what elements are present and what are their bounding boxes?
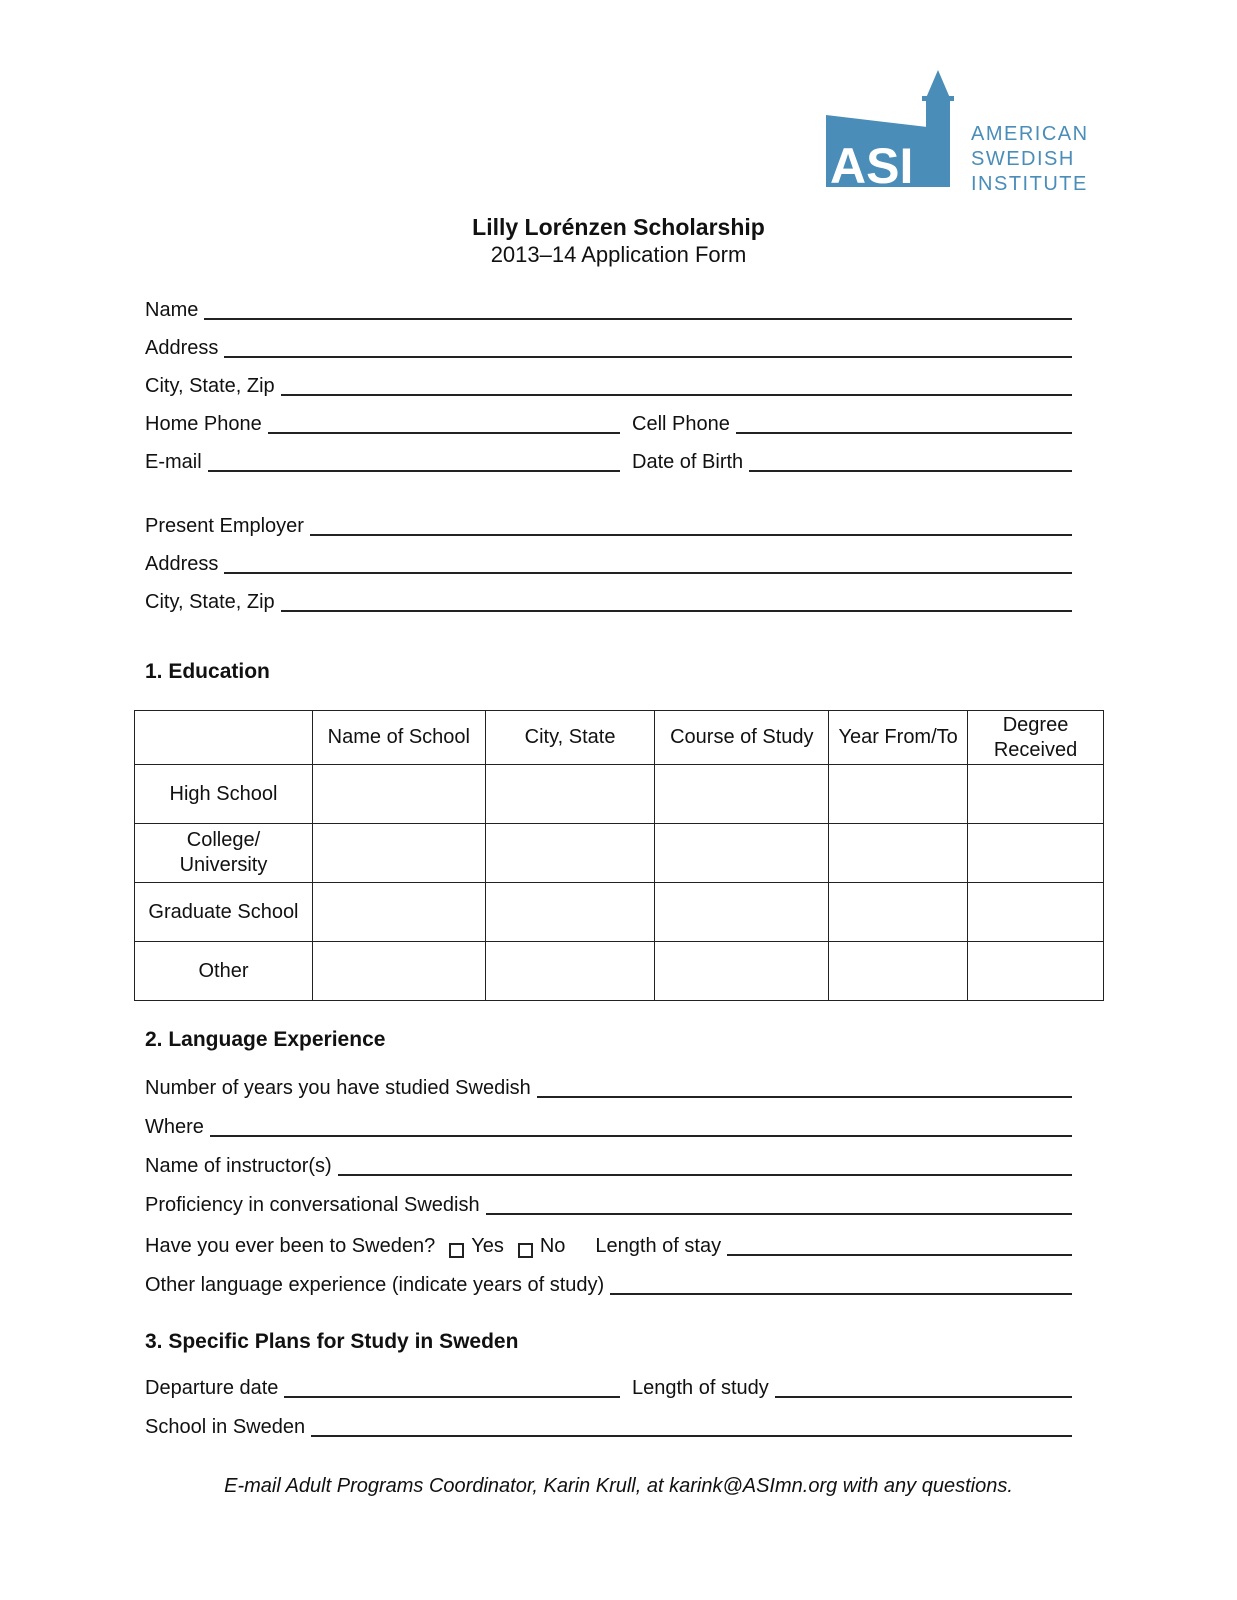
table-cell[interactable]	[312, 883, 485, 942]
education-col-course: Course of Study	[655, 711, 829, 765]
table-row	[135, 883, 1104, 942]
home-phone-label: Home Phone	[145, 413, 262, 435]
address-line[interactable]	[224, 336, 1072, 358]
education-col-school: Name of School	[312, 711, 485, 765]
table-cell[interactable]	[968, 824, 1104, 883]
logo-line-1: AMERICAN	[971, 123, 1089, 145]
education-col-degree: Degree Received	[968, 711, 1104, 765]
table-row	[135, 942, 1104, 1001]
length-of-study-label: Length of study	[632, 1377, 769, 1399]
yes-checkbox[interactable]	[449, 1243, 464, 1258]
employer-line[interactable]	[310, 514, 1072, 536]
no-label: No	[539, 1235, 566, 1257]
table-cell[interactable]	[655, 765, 829, 824]
employer-address-label: Address	[145, 553, 219, 575]
length-of-study-line[interactable]	[775, 1376, 1072, 1398]
length-of-stay-label: Length of stay	[595, 1235, 722, 1257]
where-field[interactable]	[145, 1109, 1072, 1139]
name-line[interactable]	[204, 298, 1072, 320]
form-subtitle: 2013–14 Application Form	[490, 242, 747, 267]
asi-mark-text: ASI	[830, 138, 914, 194]
table-cell[interactable]	[968, 883, 1104, 942]
years-studied-field[interactable]	[145, 1070, 1072, 1100]
plans-heading: 3. Specific Plans for Study in Sweden	[145, 1330, 519, 1353]
other-language-field[interactable]	[145, 1267, 1072, 1297]
address-label: Address	[145, 337, 219, 359]
cell-phone-line[interactable]	[736, 412, 1072, 434]
departure-date-line[interactable]	[284, 1376, 620, 1398]
email-field[interactable]	[145, 444, 620, 474]
school-in-sweden-line[interactable]	[311, 1415, 1072, 1437]
proficiency-label: Proficiency in conversational Swedish	[145, 1194, 480, 1216]
footer-note: E-mail Adult Programs Coordinator, Karin Krull, at karink@ASImn.org with any questions.	[224, 1475, 1013, 1497]
table-cell[interactable]	[485, 942, 655, 1001]
other-language-label: Other language experience (indicate years of study)	[145, 1274, 605, 1296]
proficiency-line[interactable]	[486, 1193, 1072, 1215]
row-label-other: Other	[135, 942, 313, 1001]
been-to-sweden-label: Have you ever been to Sweden?	[145, 1235, 436, 1257]
form-title: Lilly Lorénzen Scholarship	[472, 214, 765, 240]
education-col-city: City, State	[485, 711, 655, 765]
employer-city-state-zip-field[interactable]	[145, 584, 1072, 614]
row-label-college: College/ University	[135, 824, 313, 883]
email-line[interactable]	[208, 450, 620, 472]
email-label: E-mail	[145, 451, 202, 473]
school-in-sweden-field[interactable]	[145, 1409, 1072, 1439]
other-language-line[interactable]	[610, 1273, 1072, 1295]
length-of-stay-line[interactable]	[727, 1234, 1072, 1256]
instructors-label: Name of instructor(s)	[145, 1155, 332, 1177]
education-col-blank	[135, 711, 313, 765]
departure-date-field[interactable]	[145, 1370, 620, 1400]
table-cell[interactable]	[312, 765, 485, 824]
logo-line-3: INSTITUTE	[971, 173, 1088, 195]
school-in-sweden-label: School in Sweden	[145, 1416, 306, 1438]
years-studied-line[interactable]	[537, 1076, 1072, 1098]
asi-logo	[826, 70, 1089, 195]
table-cell[interactable]	[485, 883, 655, 942]
education-table	[134, 710, 1104, 1001]
home-phone-field[interactable]	[145, 406, 620, 436]
name-label: Name	[145, 299, 199, 321]
table-cell[interactable]	[485, 765, 655, 824]
table-cell[interactable]	[312, 942, 485, 1001]
employer-address-line[interactable]	[224, 552, 1072, 574]
employer-address-field[interactable]	[145, 546, 1072, 576]
asi-logo-mark	[826, 70, 966, 195]
table-cell[interactable]	[829, 765, 968, 824]
cell-phone-field[interactable]	[632, 406, 1072, 436]
cell-phone-label: Cell Phone	[632, 413, 730, 435]
logo-line-2: SWEDISH	[971, 148, 1075, 170]
language-heading: 2. Language Experience	[145, 1028, 386, 1051]
dob-line[interactable]	[749, 450, 1072, 472]
employer-city-state-zip-line[interactable]	[281, 590, 1072, 612]
proficiency-field[interactable]	[145, 1187, 1072, 1217]
city-state-zip-label: City, State, Zip	[145, 375, 275, 397]
table-cell[interactable]	[655, 942, 829, 1001]
where-label: Where	[145, 1116, 204, 1138]
employer-city-state-zip-label: City, State, Zip	[145, 591, 275, 613]
table-cell[interactable]	[312, 824, 485, 883]
city-state-zip-field[interactable]	[145, 368, 1072, 398]
where-line[interactable]	[210, 1115, 1072, 1137]
education-heading: 1. Education	[145, 660, 270, 683]
table-cell[interactable]	[655, 883, 829, 942]
name-field[interactable]	[145, 292, 1072, 322]
table-row	[135, 824, 1104, 883]
instructors-line[interactable]	[338, 1154, 1072, 1176]
yes-label: Yes	[471, 1235, 504, 1257]
departure-date-label: Departure date	[145, 1377, 279, 1399]
logo-wordmark	[971, 122, 1089, 197]
table-cell[interactable]	[968, 942, 1104, 1001]
education-col-year: Year From/To	[829, 711, 968, 765]
table-cell[interactable]	[655, 824, 829, 883]
row-label-graduate: Graduate School	[135, 883, 313, 942]
years-studied-label: Number of years you have studied Swedish	[145, 1077, 531, 1099]
education-header-row	[135, 711, 1104, 765]
sweden-visit-row	[145, 1228, 1072, 1258]
address-field[interactable]	[145, 330, 1072, 360]
no-checkbox[interactable]	[518, 1243, 533, 1258]
length-of-study-field[interactable]	[632, 1370, 1072, 1400]
home-phone-line[interactable]	[268, 412, 620, 434]
table-row	[135, 765, 1104, 824]
dob-field[interactable]	[632, 444, 1072, 474]
employer-label: Present Employer	[145, 515, 304, 537]
city-state-zip-line[interactable]	[281, 374, 1072, 396]
instructors-field[interactable]	[145, 1148, 1072, 1178]
table-cell[interactable]	[829, 942, 968, 1001]
dob-label: Date of Birth	[632, 451, 744, 473]
row-label-high-school: High School	[135, 765, 313, 824]
table-cell[interactable]	[829, 824, 968, 883]
table-cell[interactable]	[829, 883, 968, 942]
table-cell[interactable]	[968, 765, 1104, 824]
employer-field[interactable]	[145, 508, 1072, 538]
table-cell[interactable]	[485, 824, 655, 883]
